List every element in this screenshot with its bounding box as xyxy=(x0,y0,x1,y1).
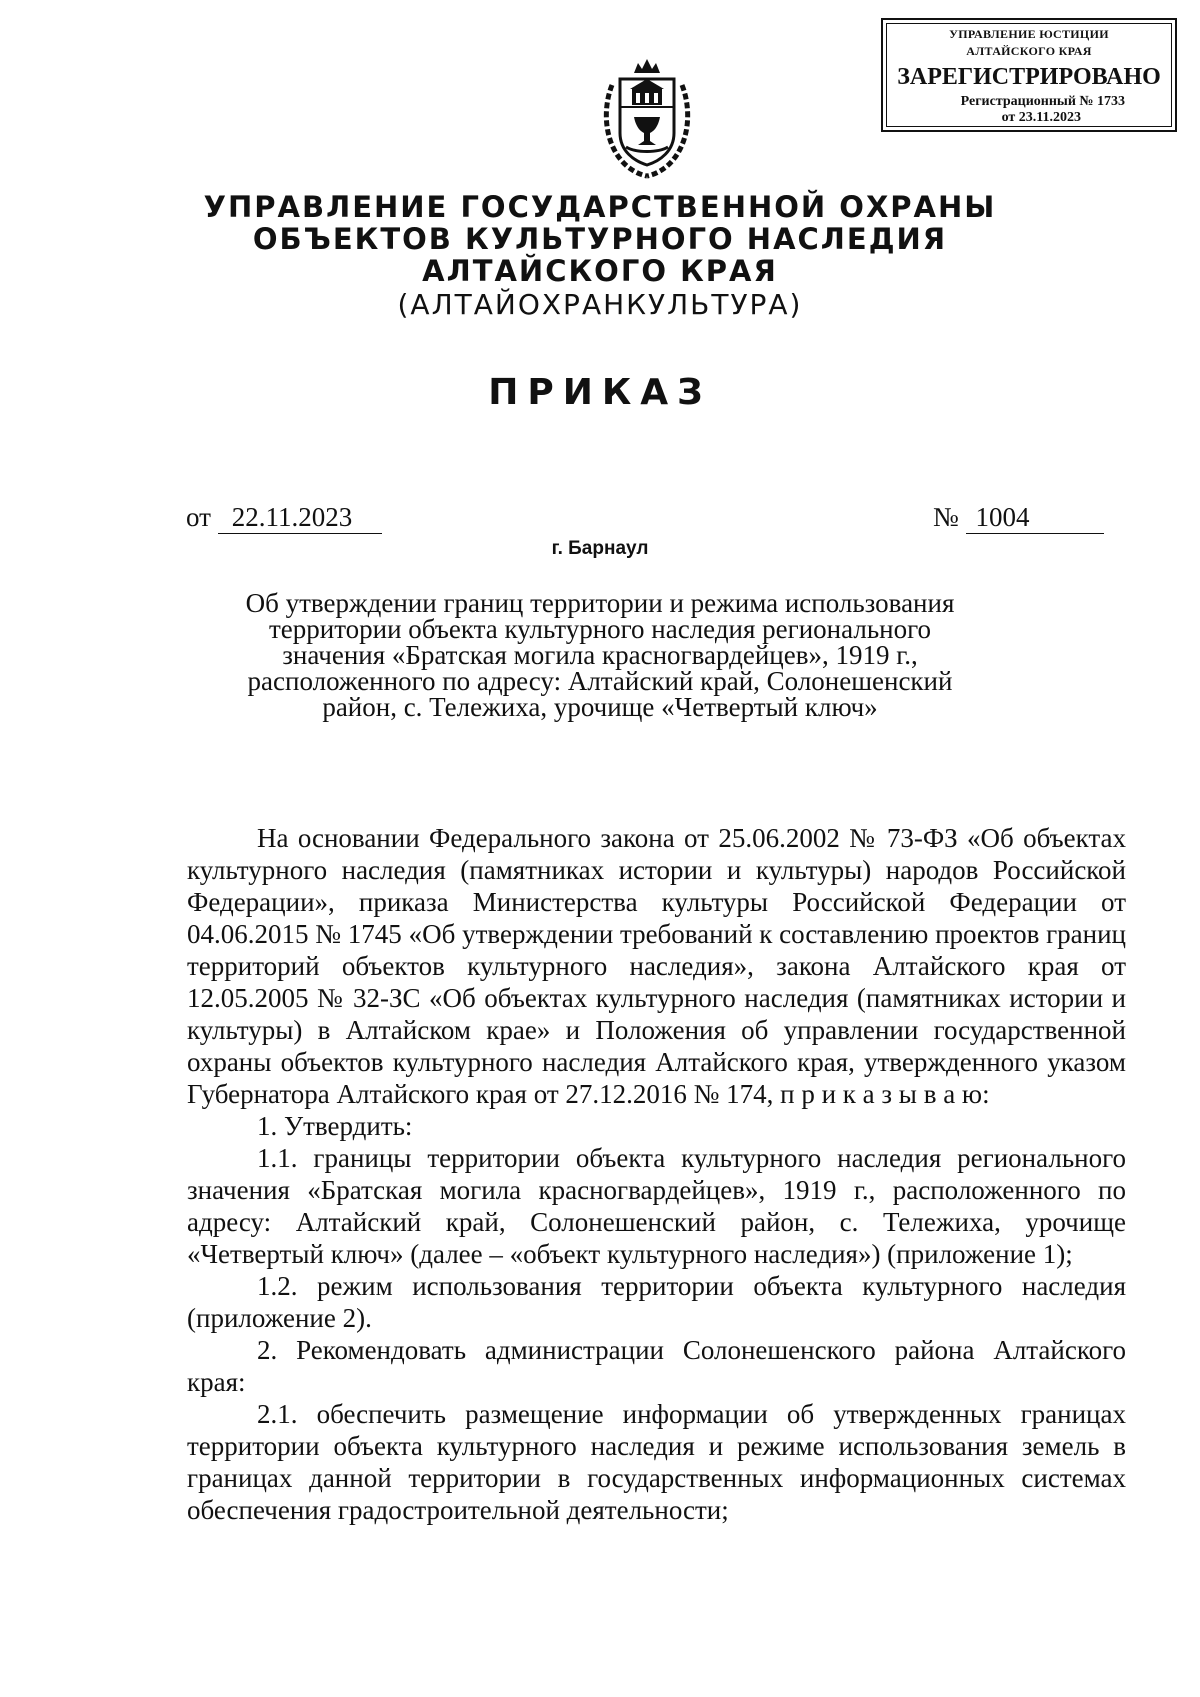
org-name-line1: УПРАВЛЕНИЕ ГОСУДАРСТВЕННОЙ ОХРАНЫ xyxy=(203,190,997,224)
document-type-title: ПРИКАЗ xyxy=(488,372,712,413)
number-field xyxy=(933,502,1104,534)
stamp-org-line1: УПРАВЛЕНИЕ ЮСТИЦИИ xyxy=(949,27,1109,41)
stamp-reg-date: от 23.11.2023 xyxy=(1001,110,1081,125)
stamp-inner-border xyxy=(886,23,1172,127)
subject-line: территории объекта культурного наследия регионального xyxy=(268,614,931,644)
preamble-paragraph: На основании Федерального закона от 25.06.2002 № 73-ФЗ «Об объектах культурного наследия (памятниках истории и культуры) народов Российской Федерации», приказа Министерства культуры Российской Федерации от 04.06.2015 № 1745 «Об утверждении требований к составлению проектов границ территорий объектов культурного наследия», закона Алтайского края от 12.05.2005 № 32-ЗС «Об объектах культурного наследия (памятниках истории и культуры) в Алтайском крае» и Положения об управлении государственной охраны объектов культурного наследия Алтайского края, утвержденного указом Губернатора Алтайского края от 27.12.2016 № 174, п р и к а з ы в а ю: xyxy=(187,823,1126,1109)
subject-line: Об утверждении границ территории и режима использования xyxy=(245,588,955,618)
document-subject xyxy=(230,590,970,720)
document-number: 1004 xyxy=(966,502,1104,534)
item-1-1: 1.1. границы территории объекта культурного наследия регионального значения «Братская могила красногвардейцев», 1919 г., расположенного по адресу: Алтайский край, Солонешенский район, с. Тележиха, урочище «Четвертый ключ» (далее – «объект культурного наследия») (приложение 1); xyxy=(187,1143,1126,1269)
number-prefix: № xyxy=(933,502,959,532)
subject-line: значения «Братская могила красногвардейцев», 1919 г., xyxy=(282,640,918,670)
org-name-line3: АЛТАЙСКОГО КРАЯ xyxy=(422,254,778,288)
item-1: 1. Утвердить: xyxy=(257,1111,413,1141)
stamp-org-line2: АЛТАЙСКОГО КРАЯ xyxy=(966,44,1092,58)
registration-stamp xyxy=(881,18,1177,132)
subject-line: расположенного по адресу: Алтайский край, Солонешенский xyxy=(247,666,953,696)
item-2: 2. Рекомендовать администрации Солонешенского района Алтайского края: xyxy=(187,1335,1126,1397)
item-1-2: 1.2. режим использования территории объекта культурного наследия (приложение 2). xyxy=(187,1271,1126,1333)
org-short-name: (АЛТАЙОХРАНКУЛЬТУРА) xyxy=(397,288,803,321)
subject-line: район, с. Тележиха, урочище «Четвертый ключ» xyxy=(322,692,878,722)
document-body xyxy=(187,822,1126,1526)
item-2-1: 2.1. обеспечить размещение информации об утвержденных границах территории объекта культурного наследия и режиме использования земель в границах данной территории в государственных информационных системах обеспечения градостроительной деятельности; xyxy=(187,1399,1126,1525)
stamp-reg-number: Регистрационный № 1733 xyxy=(960,94,1125,109)
org-name-line2: ОБЪЕКТОВ КУЛЬТУРНОГО НАСЛЕДИЯ xyxy=(252,222,948,256)
date-prefix: от xyxy=(186,502,211,532)
document-date: 22.11.2023 xyxy=(218,502,382,534)
city-name: г. Барнаул xyxy=(551,538,649,559)
altai-krai-coat-of-arms-icon xyxy=(598,55,696,181)
date-field xyxy=(186,502,382,534)
stamp-status: ЗАРЕГИСТРИРОВАНО xyxy=(897,64,1161,90)
